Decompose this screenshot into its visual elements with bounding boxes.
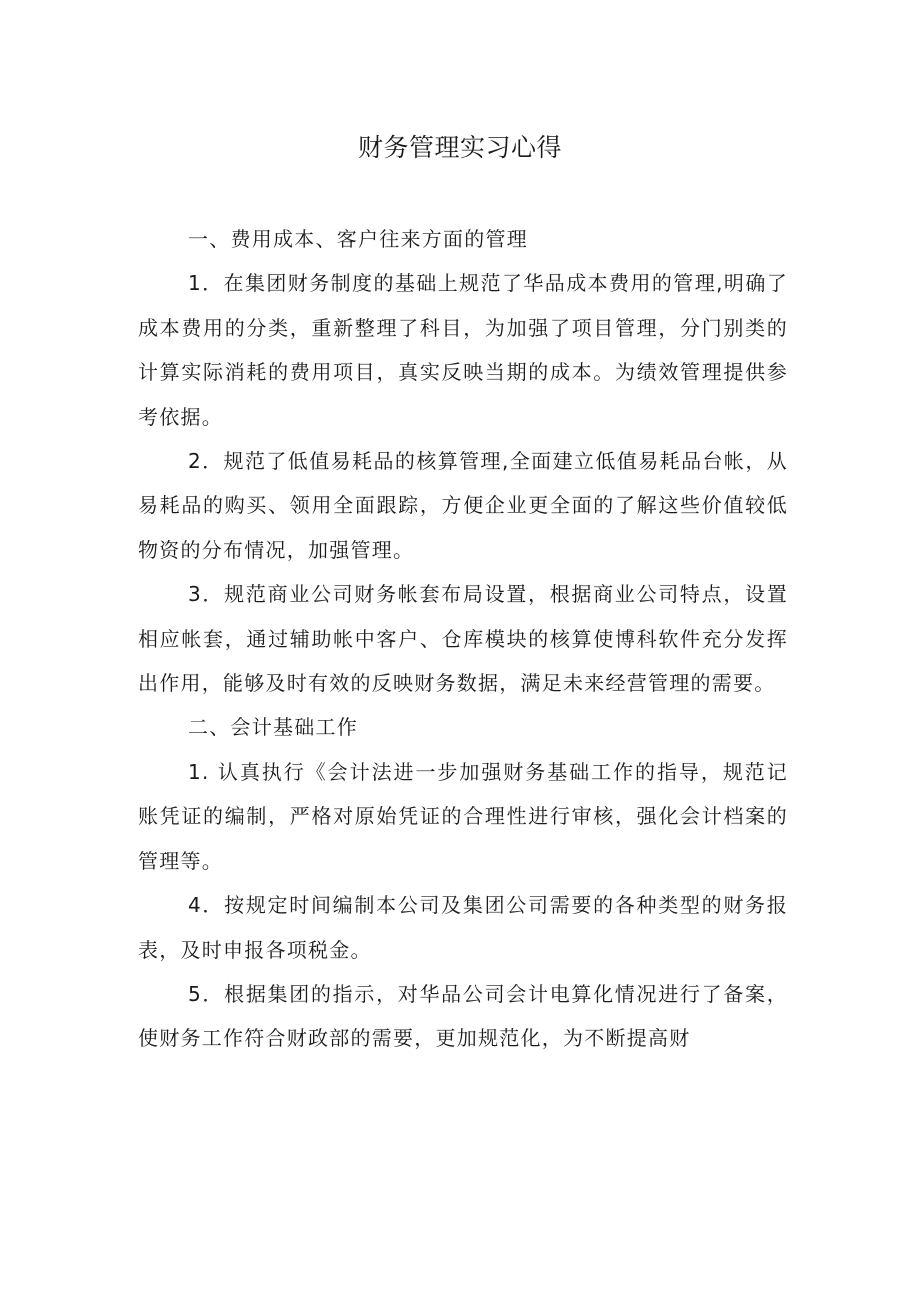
paragraph-item-4: 1. 认真执行《会计法进一步加强财务基础工作的指导，规范记账凭证的编制，严格对原始凭证的合理性进行审核，强化会计档案的管理等。	[138, 759, 788, 873]
section-heading-2: 二、会计基础工作	[188, 715, 358, 740]
paragraph-item-1: 1．在集团财务制度的基础上规范了华品成本费用的管理,明确了成本费用的分类，重新整理了科目，为加强了项目管理，分门别类的计算实际消耗的费用项目，真实反映当期的成本。为绩效管理提供参考依据。	[138, 271, 788, 429]
paragraph-item-6: 5．根据集团的指示，对华品公司会计电算化情况进行了备案，使财务工作符合财政部的需要，更加规范化，为不断提高财	[138, 981, 788, 1051]
document-body	[138, 217, 788, 1061]
paragraph-item-5: 4．按规定时间编制本公司及集团公司需要的各种类型的财务报表，及时申报各项税金。	[138, 893, 788, 962]
document-title: 财务管理实习心得	[357, 133, 562, 162]
paragraph-item-3: 3．规范商业公司财务帐套布局设置，根据商业公司特点，设置相应帐套，通过辅助帐中客户、仓库模块的核算使博科软件充分发挥出作用，能够及时有效的反映财务数据，满足未来经营管理的需要。	[138, 582, 788, 696]
section-heading-1: 一、费用成本、客户往来方面的管理	[188, 227, 528, 251]
paragraph-item-2: 2．规范了低值易耗品的核算管理,全面建立低值易耗品台帐，从易耗品的购买、领用全面跟踪，方便企业更全面的了解这些价值较低物资的分布情况，加强管理。	[138, 449, 788, 562]
